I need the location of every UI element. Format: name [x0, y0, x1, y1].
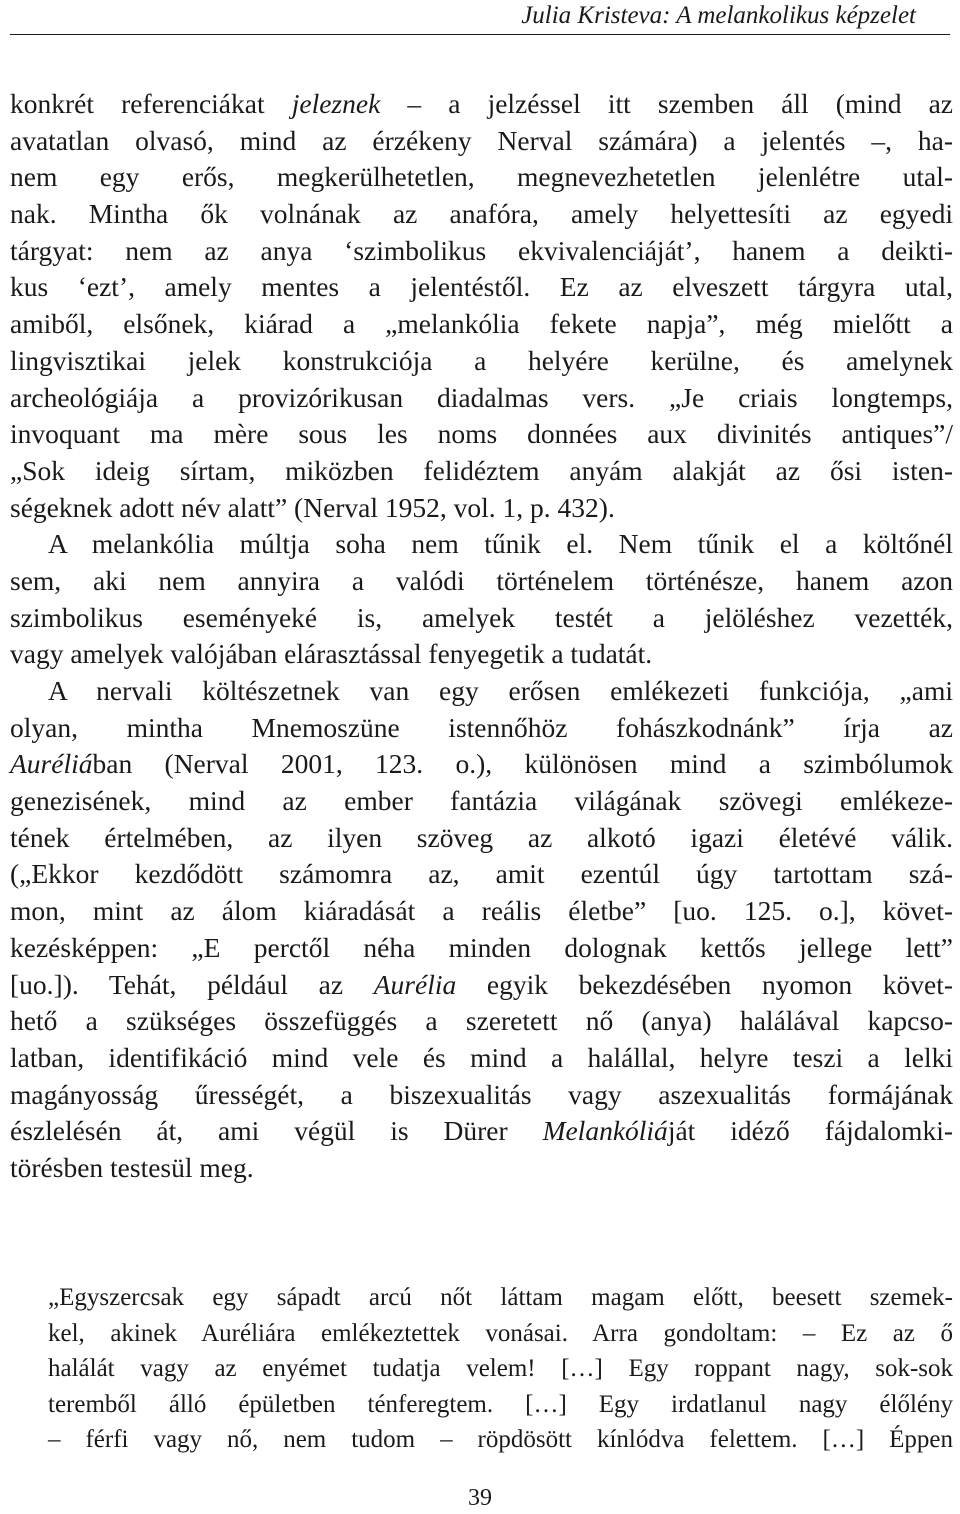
block-quote [48, 1280, 953, 1458]
text-segment: hető a szükséges összefüggés a szeretett nő (anya) halálával kapcso- [10, 1005, 953, 1037]
text-line [10, 416, 953, 453]
text-segment: ban (Nerval 2001, 123. o.), különösen mind a szimbólumok [92, 748, 953, 780]
text-segment: A melankólia múltja soha nem tűnik el. Nem tűnik el a költőnél [48, 528, 953, 560]
text-segment: – a jelzéssel itt szemben áll (mind az [380, 88, 953, 119]
text-line [10, 490, 953, 527]
text-segment: konkrét referenciákat [10, 88, 292, 119]
text-segment: kus ‘ezt’, amely mentes a jelentéstől. Ez az elveszett tárgyra utal, [10, 271, 953, 303]
text-line [10, 196, 953, 233]
text-segment: amiből, elsőnek, kiárad a „melankólia fekete napja”, még mielőtt a [10, 308, 953, 340]
text-line [10, 967, 953, 1004]
text-segment: törésben testesül meg. [10, 1151, 254, 1183]
text-segment: szimbolikus eseményeké is, amelyek testét a jelöléshez vezették, [10, 601, 953, 633]
text-segment: „Sok ideig sírtam, miközben felidéztem anyám alakját az ősi isten- [10, 454, 953, 486]
text-segment: lingvisztikai jelek konstrukciója a helyére kerülne, és amelynek [10, 344, 953, 376]
text-line [10, 1150, 953, 1187]
text-line [10, 1040, 953, 1077]
quote-line: halálát vagy az enyémet tudatja velem! […] Egy roppant nagy, sok-sok [48, 1355, 953, 1383]
header-rule [10, 34, 950, 35]
text-line [10, 783, 953, 820]
text-line [10, 306, 953, 343]
quote-line: kel, akinek Auréliára emlékeztettek vonásai. Arra gondoltam: – Ez az ő [48, 1319, 953, 1347]
italic-text: jeleznek [291, 88, 381, 119]
text-segment: tárgyat: nem az anya ‘szimbolikus ekvivalenciáját’, hanem a deikti- [10, 234, 953, 266]
text-line [10, 123, 953, 160]
quote-line: – férfi vagy nő, nem tudom – röpdösött kínlódva felettem. […] Éppen [48, 1426, 953, 1454]
text-segment: észlelésén át, ami végül is Dürer [10, 1115, 543, 1147]
text-line [10, 930, 953, 967]
text-line [10, 673, 953, 710]
text-segment: mon, mint az álom kiáradását a reális életbe” [uo. 125. o.], követ- [10, 895, 953, 927]
text-segment: ját idéző fájdalomki- [667, 1115, 953, 1147]
text-line [10, 343, 953, 380]
text-segment: archeológiája a provizórikusan diadalmas vers. „Je criais longtemps, [10, 381, 953, 413]
italic-text: Auréliá [10, 748, 93, 780]
text-line [10, 1077, 953, 1114]
text-segment: egyik bekezdésében nyomon követ- [456, 968, 953, 1000]
text-line [10, 380, 953, 417]
text-segment: avatatlan olvasó, mind az érzékeny Nerval számára) a jelentés –, ha- [10, 124, 953, 156]
text-line [10, 600, 953, 637]
text-segment: A nervali költészetnek van egy erősen emlékezeti funkciója, „ami [48, 675, 953, 706]
page-number: 39 [468, 1485, 492, 1511]
text-line [10, 710, 953, 747]
text-segment: vagy amelyek valójában elárasztással fenyegetik a tudatát. [10, 638, 653, 670]
text-line [10, 1003, 953, 1040]
text-segment: latban, identifikáció mind vele és mind a halállal, helyre teszi a lelki [10, 1041, 953, 1073]
italic-text: Aurélia [373, 968, 457, 1000]
text-segment: genezisének, mind az ember fantázia világának szövegi emlékeze- [10, 785, 953, 817]
text-line [10, 159, 953, 196]
text-segment: invoquant ma mère sous les noms données aux divinités antiques”/ [10, 418, 953, 450]
text-line [10, 820, 953, 857]
text-line [10, 746, 953, 783]
body-text [10, 86, 953, 1187]
page-header [0, 0, 960, 40]
italic-text: Melankóliá [542, 1115, 668, 1147]
text-line [10, 893, 953, 930]
text-line [10, 1113, 953, 1150]
text-line [10, 563, 953, 600]
text-segment: olyan, mintha Mnemoszüne istennőhöz fohászkodnánk” írja az [10, 711, 953, 743]
text-line [10, 856, 953, 893]
text-segment: [uo.]). Tehát, például az [10, 968, 374, 1000]
text-segment: ségeknek adott név alatt” (Nerval 1952, vol. 1, p. 432). [10, 491, 615, 523]
text-line [10, 269, 953, 306]
quote-line: teremből álló épületben ténferegtem. […] Egy irdatlanul nagy élőlény [48, 1390, 953, 1418]
text-line [10, 526, 953, 563]
text-segment: nem egy erős, megkerülhetetlen, megnevezhetetlen jelenlétre utal- [10, 161, 953, 193]
text-segment: tének értelmében, az ilyen szöveg az alkotó igazi életévé válik. [10, 821, 953, 853]
text-segment: kezésképpen: „E perctől néha minden dolognak kettős jellege lett” [10, 931, 953, 963]
running-head: Julia Kristeva: A melankolikus képzelet [521, 2, 916, 29]
text-segment: nak. Mintha ők volnának az anafóra, amely helyettesíti az egyedi [10, 198, 953, 230]
text-segment: („Ekkor kezdődött számomra az, amit ezentúl úgy tartottam szá- [10, 858, 953, 890]
text-line [10, 636, 953, 673]
text-segment: magányosság űrességét, a biszexualitás vagy aszexualitás formájának [10, 1078, 953, 1110]
text-line [10, 233, 953, 270]
text-line [10, 86, 953, 123]
quote-line: „Egyszercsak egy sápadt arcú nőt láttam magam előtt, beesett szemek- [48, 1284, 953, 1311]
text-segment: sem, aki nem annyira a valódi történelem történésze, hanem azon [10, 564, 953, 596]
text-line [10, 453, 953, 490]
